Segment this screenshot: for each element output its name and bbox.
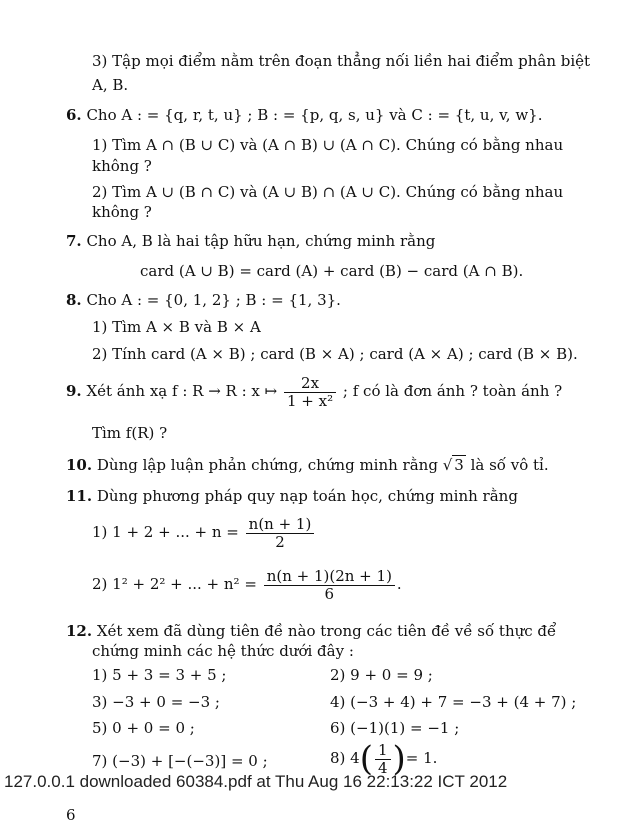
equation-6: 6) (−1)(1) = −1 ;: [330, 719, 460, 737]
page-number: 6: [66, 806, 76, 824]
fraction-denominator: 2: [275, 532, 285, 551]
problem-11-part2: [92, 566, 402, 603]
problem-text-end: là số vô tỉ.: [465, 456, 549, 474]
equation-7: 7) (−3) + [−(−3)] = 0 ;: [92, 752, 268, 770]
fraction: [264, 568, 395, 603]
formula-lhs: 2) 1² + 2² + ... + n² =: [92, 575, 257, 593]
item3-line1: 3) Tập mọi điểm nằm trên đoạn thẳng nối liền hai điểm phân biệt: [92, 52, 591, 70]
problem-9: [66, 373, 562, 410]
fraction-numerator: 1: [375, 742, 391, 760]
fraction-denominator: 6: [324, 584, 335, 603]
problem-6: [66, 106, 542, 124]
problem-11: [66, 487, 518, 505]
problem-text: Xét xem đã dùng tiên đề nào trong các tiên đề về số thực để: [92, 622, 557, 640]
problem-7-formula: card (A ∪ B) = card (A) + card (B) − card (A ∩ B).: [140, 262, 524, 280]
problem-8-part1: 1) Tìm A × B và B × A: [92, 318, 261, 336]
problem-text: Cho A, B là hai tập hữu hạn, chứng minh rằng: [81, 232, 436, 250]
equation-3: 3) −3 + 0 = −3 ;: [92, 693, 220, 711]
equation-4: 4) (−3 + 4) + 7 = −3 + (4 + 7) ;: [330, 693, 577, 711]
fraction-numerator: 2x: [284, 375, 336, 393]
problem-9-part2: Tìm f(R) ?: [92, 424, 168, 442]
problem-text: Dùng lập luận phản chứng, chứng minh rằng: [92, 456, 443, 474]
problem-7: [66, 232, 435, 250]
fraction: [284, 375, 336, 410]
fraction-denominator: 1 + x²: [287, 391, 334, 410]
equation-8-coef: 8) 4: [330, 749, 360, 767]
left-paren: (: [359, 739, 373, 779]
problem-number: 7.: [66, 232, 82, 250]
download-stamp: 127.0.0.1 downloaded 60384.pdf at Thu Aug 16 22:13:22 ICT 2012: [4, 772, 508, 791]
problem-number: 8.: [66, 291, 82, 309]
equation-2: 2) 9 + 0 = 9 ;: [330, 666, 433, 684]
problem-number: 6.: [66, 106, 82, 124]
problem-text: Dùng phương pháp quy nạp toán học, chứng minh rằng: [92, 487, 518, 505]
problem-text: Cho A : = {q, r, t, u} ; B : = {p, q, s, u} và C : = {t, u, v, w}.: [81, 106, 543, 124]
equation-8-rhs: = 1.: [405, 749, 438, 767]
equation-5: 5) 0 + 0 = 0 ;: [92, 719, 195, 737]
problem-8: [66, 291, 341, 309]
problem-12: [66, 622, 556, 640]
item3-line2: A, B.: [92, 76, 129, 94]
problem-10: [66, 456, 549, 474]
problem-12-line2: chứng minh các hệ thức dưới đây :: [92, 642, 354, 660]
problem-text: Xét ánh xạ f : R → R : x ↦: [81, 382, 278, 400]
fraction: [246, 516, 315, 551]
problem-11-part1: [92, 514, 316, 551]
fraction-numerator: n(n + 1)(2n + 1): [264, 568, 395, 586]
problem-text-end: ; f có là đơn ánh ? toàn ánh ?: [342, 382, 563, 400]
problem-6-part1-line2: không ?: [92, 157, 152, 175]
fraction-numerator: n(n + 1): [246, 516, 315, 534]
radicand: 3: [454, 456, 464, 474]
right-paren: ): [392, 739, 406, 779]
problem-number: 12.: [66, 622, 93, 640]
problem-number: 11.: [66, 487, 93, 505]
problem-6-part2-line2: không ?: [92, 203, 152, 221]
problem-8-part2: 2) Tính card (A × B) ; card (B × A) ; card (A × A) ; card (B × B).: [92, 345, 578, 363]
fraction-denominator: 4: [377, 758, 388, 777]
problem-6-part1-line1: 1) Tìm A ∩ (B ∪ C) và (A ∩ B) ∪ (A ∩ C). Chúng có bằng nhau: [92, 136, 564, 154]
square-root: √ 3: [442, 456, 464, 474]
problem-6-part2-line1: 2) Tìm A ∪ (B ∩ C) và (A ∪ B) ∩ (A ∪ C). Chúng có bằng nhau: [92, 183, 564, 201]
problem-number: 10.: [66, 456, 93, 474]
problem-text: Cho A : = {0, 1, 2} ; B : = {1, 3}.: [81, 291, 341, 309]
formula-lhs: 1) 1 + 2 + ... + n =: [92, 523, 239, 541]
formula-end: .: [396, 575, 402, 593]
equation-1: 1) 5 + 3 = 3 + 5 ;: [92, 666, 227, 684]
problem-number: 9.: [66, 382, 82, 400]
